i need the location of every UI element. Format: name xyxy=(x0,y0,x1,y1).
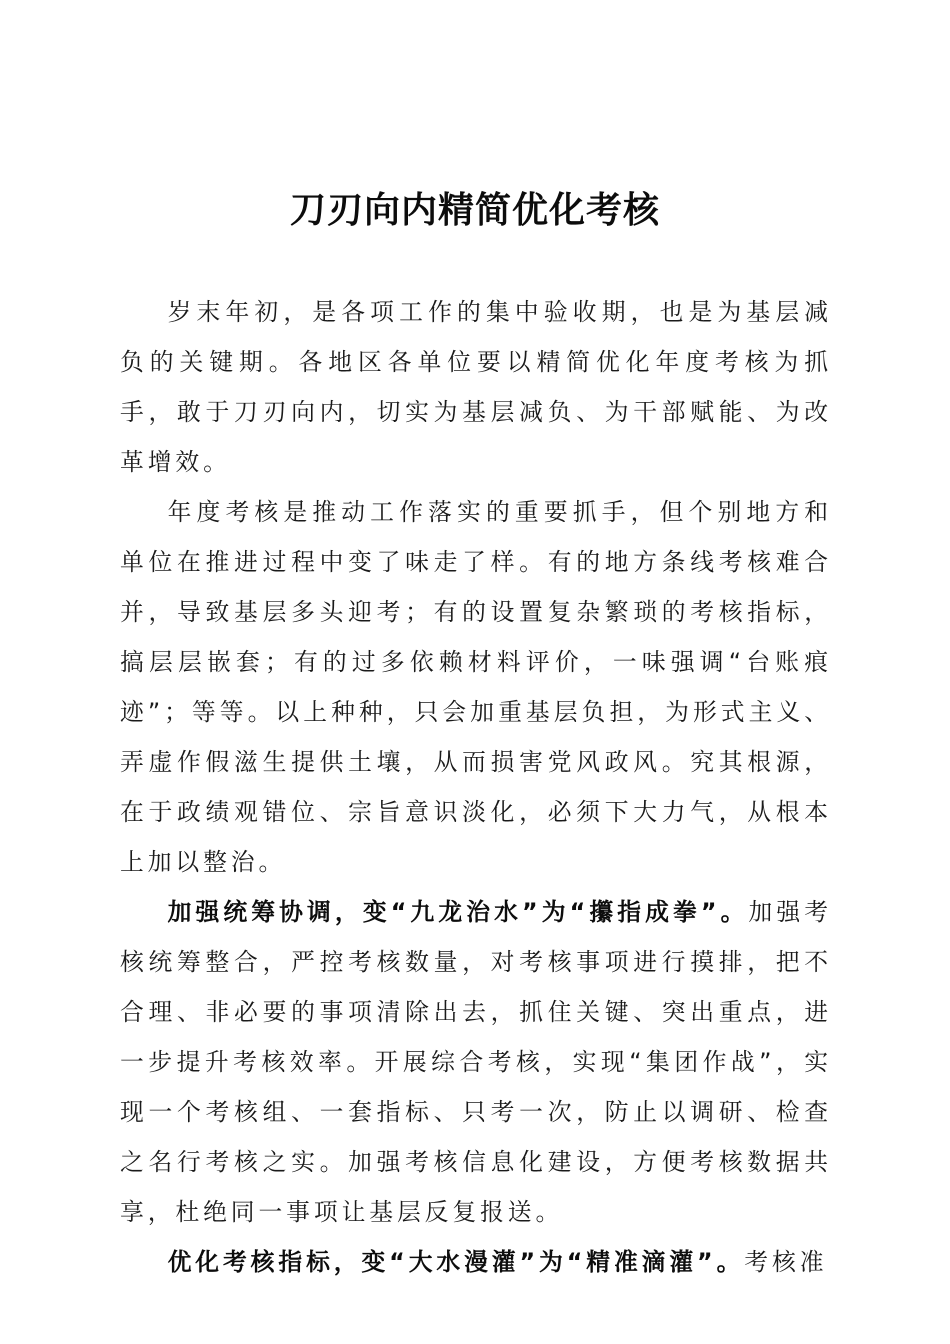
document-body xyxy=(120,287,832,1287)
paragraph-1 xyxy=(120,287,832,487)
paragraph-4 xyxy=(120,1237,832,1287)
paragraph-4-text: 考核准 xyxy=(744,1248,828,1276)
paragraph-3-text: 加强考核统筹整合，严控考核数量，对考核事项进行摸排，把不合理、非必要的事项清除出去，抓住关键、突出重点，进一步提升考核效率。开展综合考核，实现“集团作战”，实现一个考核组、一套指标、只考一次，防止以调研、检查之名行考核之实。加强考核信息化建设，方便考核数据共享，杜绝同一事项让基层反复报送。 xyxy=(120,898,833,1226)
paragraph-3 xyxy=(120,887,832,1237)
document-title: 刀刃向内精简优化考核 xyxy=(289,189,660,231)
paragraph-2 xyxy=(120,487,832,887)
paragraph-1-text: 岁末年初，是各项工作的集中验收期，也是为基层减负的关键期。各地区各单位要以精简优化年度考核为抓手，敢于刀刃向内，切实为基层减负、为干部赋能、为改革增效。 xyxy=(120,298,832,476)
paragraph-3-lead: 加强统筹协调，变“九龙治水”为“攥指成拳”。 xyxy=(167,898,749,926)
paragraph-4-lead: 优化考核指标，变“大水漫灌”为“精准滴灌”。 xyxy=(167,1248,745,1276)
paragraph-2-text: 年度考核是推动工作落实的重要抓手，但个别地方和单位在推进过程中变了味走了样。有的地方条线考核难合并，导致基层多头迎考；有的设置复杂繁琐的考核指标，搞层层嵌套；有的过多依赖材料评价，一味强调“台账痕迹”；等等。以上种种，只会加重基层负担，为形式主义、弄虚作假滋生提供土壤，从而损害党风政风。究其根源，在于政绩观错位、宗旨意识淡化，必须下大力气，从根本上加以整治。 xyxy=(120,498,832,876)
